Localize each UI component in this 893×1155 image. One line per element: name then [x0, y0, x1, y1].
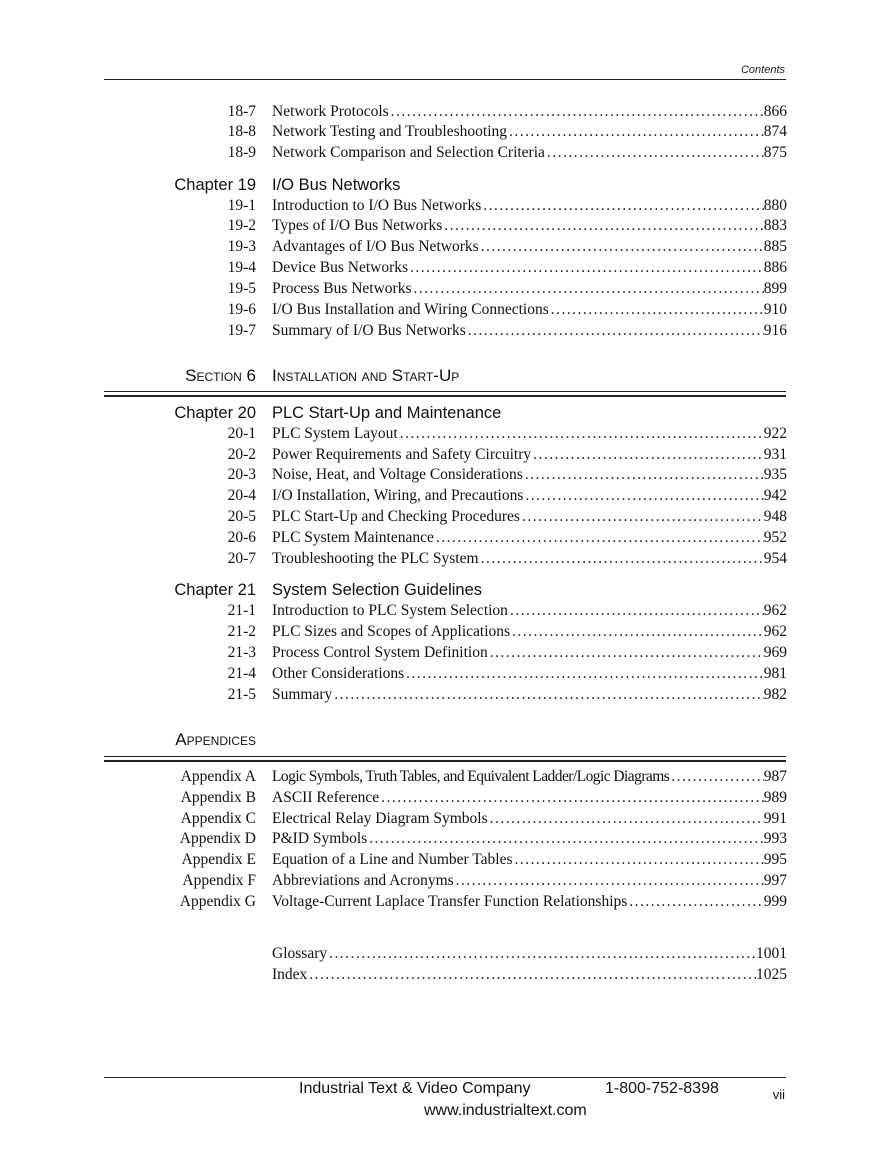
entry-title: Introduction to I/O Bus Networks: [272, 197, 482, 214]
appendix-number: Appendix E: [181, 851, 256, 868]
chapter-title: System Selection Guidelines: [272, 581, 483, 599]
toc-entry[interactable]: [0, 143, 893, 163]
entry-number: 19-7: [227, 322, 256, 339]
dot-leader: [412, 279, 764, 299]
entry-title: Abbreviations and Acronyms: [272, 872, 454, 889]
toc-entry[interactable]: [0, 601, 893, 621]
entry-number: 21-1: [227, 602, 256, 619]
entry-page: 993: [763, 830, 787, 847]
entry-page: 954: [763, 550, 787, 567]
entry-title: Logic Symbols, Truth Tables, and Equivalent Ladder/Logic Diagrams: [272, 768, 670, 785]
entry-number: 20-4: [227, 487, 256, 504]
entry-page: 874: [763, 123, 787, 140]
entry-title: PLC Sizes and Scopes of Applications: [272, 623, 511, 640]
entry-number: 18-9: [227, 144, 256, 161]
chapter-label: Chapter 20: [174, 404, 256, 422]
dot-leader: [627, 892, 763, 912]
dot-leader: [531, 445, 764, 465]
chapter-heading[interactable]: [0, 174, 893, 196]
entry-title: ASCII Reference: [272, 789, 380, 806]
appendix-entry[interactable]: [0, 788, 893, 808]
dot-leader: [488, 809, 764, 829]
toc-entry[interactable]: [0, 279, 893, 299]
dot-leader: [332, 685, 763, 705]
entry-number: 18-7: [227, 103, 256, 120]
dot-leader: [669, 767, 764, 787]
entry-title: Other Considerations: [272, 665, 405, 682]
section-title: Installation and Start-Up: [272, 366, 460, 385]
appendices-label: Appendices: [175, 730, 256, 749]
entry-number: 19-1: [227, 197, 256, 214]
dot-leader: [545, 143, 764, 163]
entry-page: 987: [763, 768, 787, 785]
entry-title: P&ID Symbols: [272, 830, 368, 847]
appendix-entry[interactable]: [0, 850, 893, 870]
header-rule: [104, 79, 786, 80]
toc-entry[interactable]: [0, 196, 893, 216]
entry-number: 20-1: [227, 425, 256, 442]
entry-page: 962: [763, 623, 787, 640]
dot-leader: [513, 850, 764, 870]
dot-leader: [389, 102, 764, 122]
section-label: Section 6: [185, 366, 256, 385]
dot-leader: [481, 196, 764, 216]
dot-leader: [367, 829, 764, 849]
toc-entry[interactable]: [0, 465, 893, 485]
dot-leader: [488, 643, 764, 663]
entry-page: 1025: [756, 966, 787, 983]
entry-page: 883: [763, 217, 787, 234]
dot-leader: [508, 601, 764, 621]
entry-title: Introduction to PLC System Selection: [272, 602, 508, 619]
toc-entry[interactable]: [0, 507, 893, 527]
entry-title: PLC System Maintenance: [272, 529, 434, 546]
entry-title: Summary: [272, 686, 333, 703]
entry-number: 19-3: [227, 238, 256, 255]
appendix-number: Appendix F: [182, 872, 256, 889]
entry-number: 19-2: [227, 217, 256, 234]
entry-title: Glossary: [272, 945, 328, 962]
appendix-entry[interactable]: [0, 829, 893, 849]
entry-title: Network Testing and Troubleshooting: [272, 123, 508, 140]
entry-title: Index: [272, 966, 308, 983]
entry-page: 886: [763, 259, 787, 276]
entry-page: 880: [763, 197, 787, 214]
entry-title: PLC System Layout: [272, 425, 398, 442]
entry-page: 916: [763, 322, 787, 339]
entry-title: Summary of I/O Bus Networks: [272, 322, 466, 339]
entry-page: 875: [763, 144, 787, 161]
entry-page: 942: [763, 487, 787, 504]
entry-page: 969: [763, 644, 787, 661]
entry-title: I/O Bus Installation and Wiring Connections: [272, 301, 549, 318]
entry-title: Electrical Relay Diagram Symbols: [272, 810, 488, 827]
entry-title: Device Bus Networks: [272, 259, 409, 276]
dot-leader: [398, 424, 764, 444]
entry-title: PLC Start-Up and Checking Procedures: [272, 508, 520, 525]
dot-leader: [404, 664, 764, 684]
toc-entry[interactable]: [0, 685, 893, 705]
entry-title: Voltage-Current Laplace Transfer Function Relationships: [272, 893, 628, 910]
entry-number: 21-5: [227, 686, 256, 703]
running-header: Contents: [740, 64, 785, 76]
dot-leader: [549, 300, 764, 320]
entry-page: 948: [763, 508, 787, 525]
appendix-number: Appendix B: [180, 789, 256, 806]
toc-entry[interactable]: [0, 122, 893, 142]
section-heading: [0, 364, 893, 388]
entry-number: 21-4: [227, 665, 256, 682]
chapter-title: PLC Start-Up and Maintenance: [272, 404, 502, 422]
entry-title: Types of I/O Bus Networks: [272, 217, 443, 234]
dot-leader: [510, 622, 764, 642]
footer-url[interactable]: www.industrialtext.com: [424, 1102, 587, 1119]
dot-leader: [479, 549, 764, 569]
entry-page: 962: [763, 602, 787, 619]
toc-entry[interactable]: [0, 237, 893, 257]
entry-page: 866: [763, 103, 787, 120]
dot-leader: [454, 871, 764, 891]
page-number: vii: [772, 1087, 785, 1102]
toc-entry[interactable]: [0, 549, 893, 569]
toc-entry[interactable]: [0, 486, 893, 506]
footer-rule: [104, 1077, 786, 1078]
entry-title: Troubleshooting the PLC System: [272, 550, 479, 567]
chapter-label: Chapter 21: [174, 581, 256, 599]
section-divider: [104, 391, 786, 397]
entry-page: 910: [763, 301, 787, 318]
entry-title: Network Comparison and Selection Criteria: [272, 144, 545, 161]
entry-page: 981: [763, 665, 787, 682]
entry-number: 21-2: [227, 623, 256, 640]
chapter-heading[interactable]: [0, 579, 893, 601]
entry-page: 991: [763, 810, 787, 827]
entry-page: 997: [763, 872, 787, 889]
entry-number: 19-6: [227, 301, 256, 318]
entry-page: 982: [763, 686, 787, 703]
entry-title: Equation of a Line and Number Tables: [272, 851, 513, 868]
appendix-entry[interactable]: [0, 767, 893, 787]
footer-phone: 1-800-752-8398: [605, 1080, 719, 1097]
dot-leader: [479, 237, 764, 257]
entry-page: 995: [763, 851, 787, 868]
toc-entry[interactable]: [0, 424, 893, 444]
entry-number: 20-5: [227, 508, 256, 525]
entry-page: 999: [763, 893, 787, 910]
dot-leader: [523, 486, 763, 506]
toc-entry[interactable]: [0, 300, 893, 320]
dot-leader: [408, 258, 764, 278]
entry-number: 18-8: [227, 123, 256, 140]
appendices-divider: [104, 756, 786, 762]
appendix-entry[interactable]: [0, 871, 893, 891]
entry-title: Advantages of I/O Bus Networks: [272, 238, 479, 255]
entry-number: 20-3: [227, 466, 256, 483]
appendix-number: Appendix D: [179, 830, 256, 847]
dot-leader: [379, 788, 764, 808]
toc-entry[interactable]: [0, 258, 893, 278]
appendix-number: Appendix G: [179, 893, 256, 910]
entry-page: 931: [763, 446, 787, 463]
toc-entry[interactable]: [0, 321, 893, 341]
chapter-heading[interactable]: [0, 402, 893, 424]
dot-leader: [520, 507, 764, 527]
dot-leader: [442, 216, 763, 236]
entry-number: 20-6: [227, 529, 256, 546]
toc-entry[interactable]: [0, 643, 893, 663]
entry-page: 989: [763, 789, 787, 806]
appendix-entry[interactable]: [0, 809, 893, 829]
entry-page: 885: [763, 238, 787, 255]
chapter-label: Chapter 19: [174, 176, 256, 194]
appendix-number: Appendix C: [180, 810, 256, 827]
toc-entry[interactable]: [0, 664, 893, 684]
toc-entry-glossary[interactable]: [0, 944, 893, 964]
entry-page: 1001: [756, 945, 787, 962]
toc-entry-index[interactable]: [0, 965, 893, 985]
entry-page: 952: [763, 529, 787, 546]
appendix-number: Appendix A: [180, 768, 256, 785]
entry-number: 21-3: [227, 644, 256, 661]
toc-entry[interactable]: [0, 102, 893, 122]
entry-title: Noise, Heat, and Voltage Considerations: [272, 466, 523, 483]
footer-company: Industrial Text & Video Company: [299, 1080, 531, 1097]
entry-title: Power Requirements and Safety Circuitry: [272, 446, 532, 463]
dot-leader: [507, 122, 764, 142]
toc-entry[interactable]: [0, 528, 893, 548]
dot-leader: [327, 944, 756, 964]
entry-number: 20-7: [227, 550, 256, 567]
chapter-title: I/O Bus Networks: [272, 176, 401, 194]
entry-title: Process Control System Definition: [272, 644, 488, 661]
dot-leader: [434, 528, 764, 548]
entry-number: 20-2: [227, 446, 256, 463]
dot-leader: [466, 321, 764, 341]
entry-title: Network Protocols: [272, 103, 389, 120]
dot-leader: [523, 465, 764, 485]
toc-entry[interactable]: [0, 216, 893, 236]
entry-page: 899: [763, 280, 787, 297]
toc-entry[interactable]: [0, 622, 893, 642]
entry-title: Process Bus Networks: [272, 280, 412, 297]
entry-page: 922: [763, 425, 787, 442]
entry-page: 935: [763, 466, 787, 483]
toc-entry[interactable]: [0, 445, 893, 465]
entry-number: 19-4: [227, 259, 256, 276]
entry-number: 19-5: [227, 280, 256, 297]
appendix-entry[interactable]: [0, 892, 893, 912]
appendices-heading: [0, 728, 893, 752]
entry-title: I/O Installation, Wiring, and Precautions: [272, 487, 524, 504]
dot-leader: [307, 965, 756, 985]
